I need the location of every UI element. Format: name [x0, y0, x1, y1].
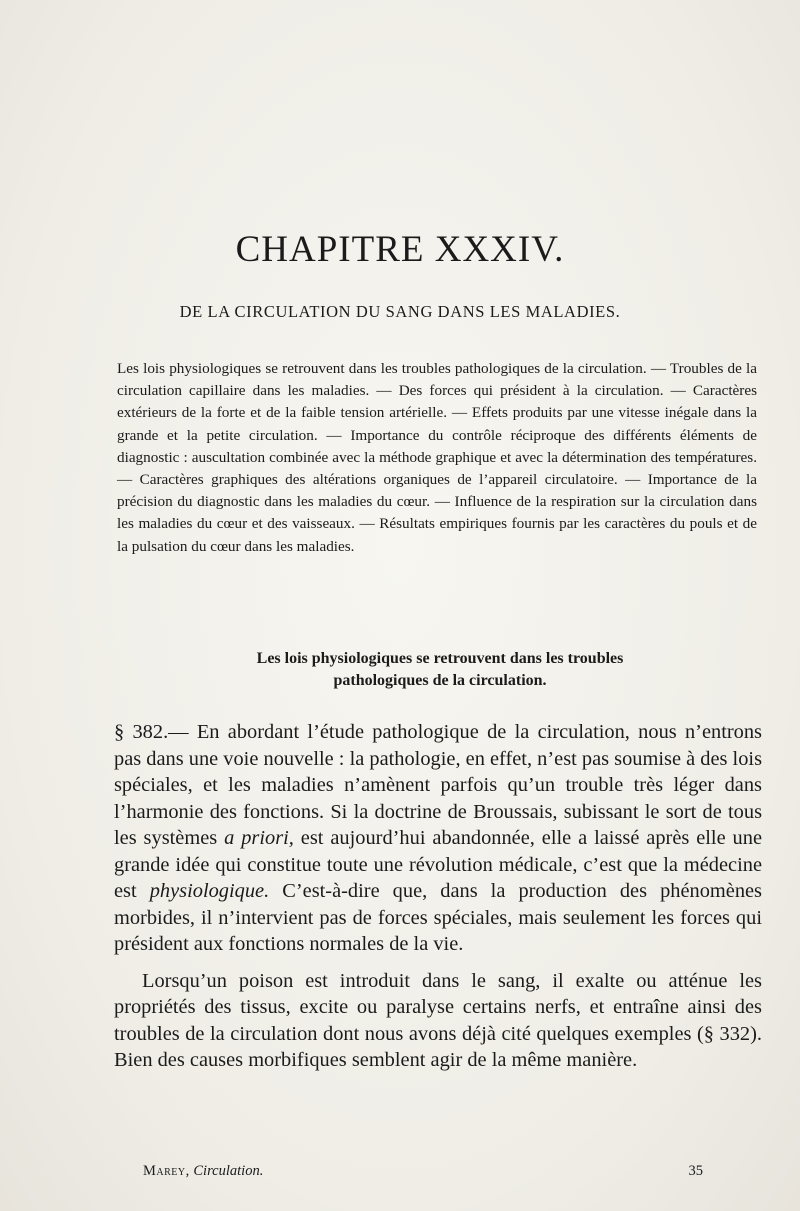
- body-text: [114, 719, 762, 1074]
- paragraph-382-italic-2: physiologique.: [149, 880, 270, 902]
- section-heading-line-1: Les lois physiologiques se retrouvent dans les troubles: [256, 650, 624, 667]
- paragraph-382-text-3: C’est-à-dire que, dans la production des phénomènes morbides, il n’intervient pas de forces spéciales, mais seulement les forces qui président aux fonctions normales de la vie.: [114, 880, 762, 955]
- paragraph-382: [114, 719, 762, 958]
- page-footer: [143, 1163, 703, 1180]
- section-heading-line-2: pathologiques de la circulation.: [333, 672, 547, 689]
- paragraph-382-italic-1: a priori,: [224, 827, 294, 849]
- show-through-texture: [60, 40, 65, 81]
- paragraph-382-text-1: § 382.— En abordant l’étude pathologique de la circulation, nous n’entrons pas dans une voie nouvelle : la pathologie, en effet, n’est pas soumise à des lois spéciales, et les maladies n’amènent parfois qu’un trouble très léger dans l’harmonie des fonctions. Si la doctrine de Broussais, subissant le sort de tous les systèmes: [114, 721, 762, 849]
- section-heading: [120, 648, 760, 692]
- chapter-title: CHAPITRE XXXIV.: [235, 229, 565, 270]
- paragraph-382-text-2: est aujourd’hui abandonnée, elle a laissé après elle une grande idée qui constitue toute une révolution médicale, c’est que la médecine est: [114, 827, 762, 902]
- chapter-summary: Les lois physiologiques se retrouvent dans les troubles pathologiques de la circulation. — Troubles de la circulation capillaire dans les maladies. — Des forces qui président à la circulation. — Caractères extérieurs de la forte et de la faible tension artérielle. — Effets produits par une vitesse inégale dans la grande et la petite circulation. — Importance du contrôle réciproque des différents éléments de diagnostic : auscultation combinée avec la méthode graphique et avec la détermination des températures. — Caractères graphiques des altérations organiques de l’appareil circulatoire. — Importance de la précision du diagnostic dans les maladies du cœur. — Influence de la respiration sur la circulation dans les maladies du cœur et des vaisseaux. — Résultats empiriques fournis par les caractères du pouls et de la pulsation du cœur dans les maladies.: [117, 360, 757, 555]
- footer-author: Marey,: [143, 1163, 190, 1179]
- chapter-subtitle: DE LA CIRCULATION DU SANG DANS LES MALADIES.: [179, 302, 621, 321]
- page-number: 35: [688, 1163, 703, 1179]
- paragraph-poison: Lorsqu’un poison est introduit dans le sang, il exalte ou atténue les propriétés des tissus, excite ou paralyse certains nerfs, et entraîne ainsi des troubles de la circulation dont nous avons déjà cité quelques exemples (§ 332). Bien des causes morbifiques semblent agir de la même manière.: [114, 969, 762, 1071]
- footer-work-title: Circulation.: [193, 1163, 264, 1179]
